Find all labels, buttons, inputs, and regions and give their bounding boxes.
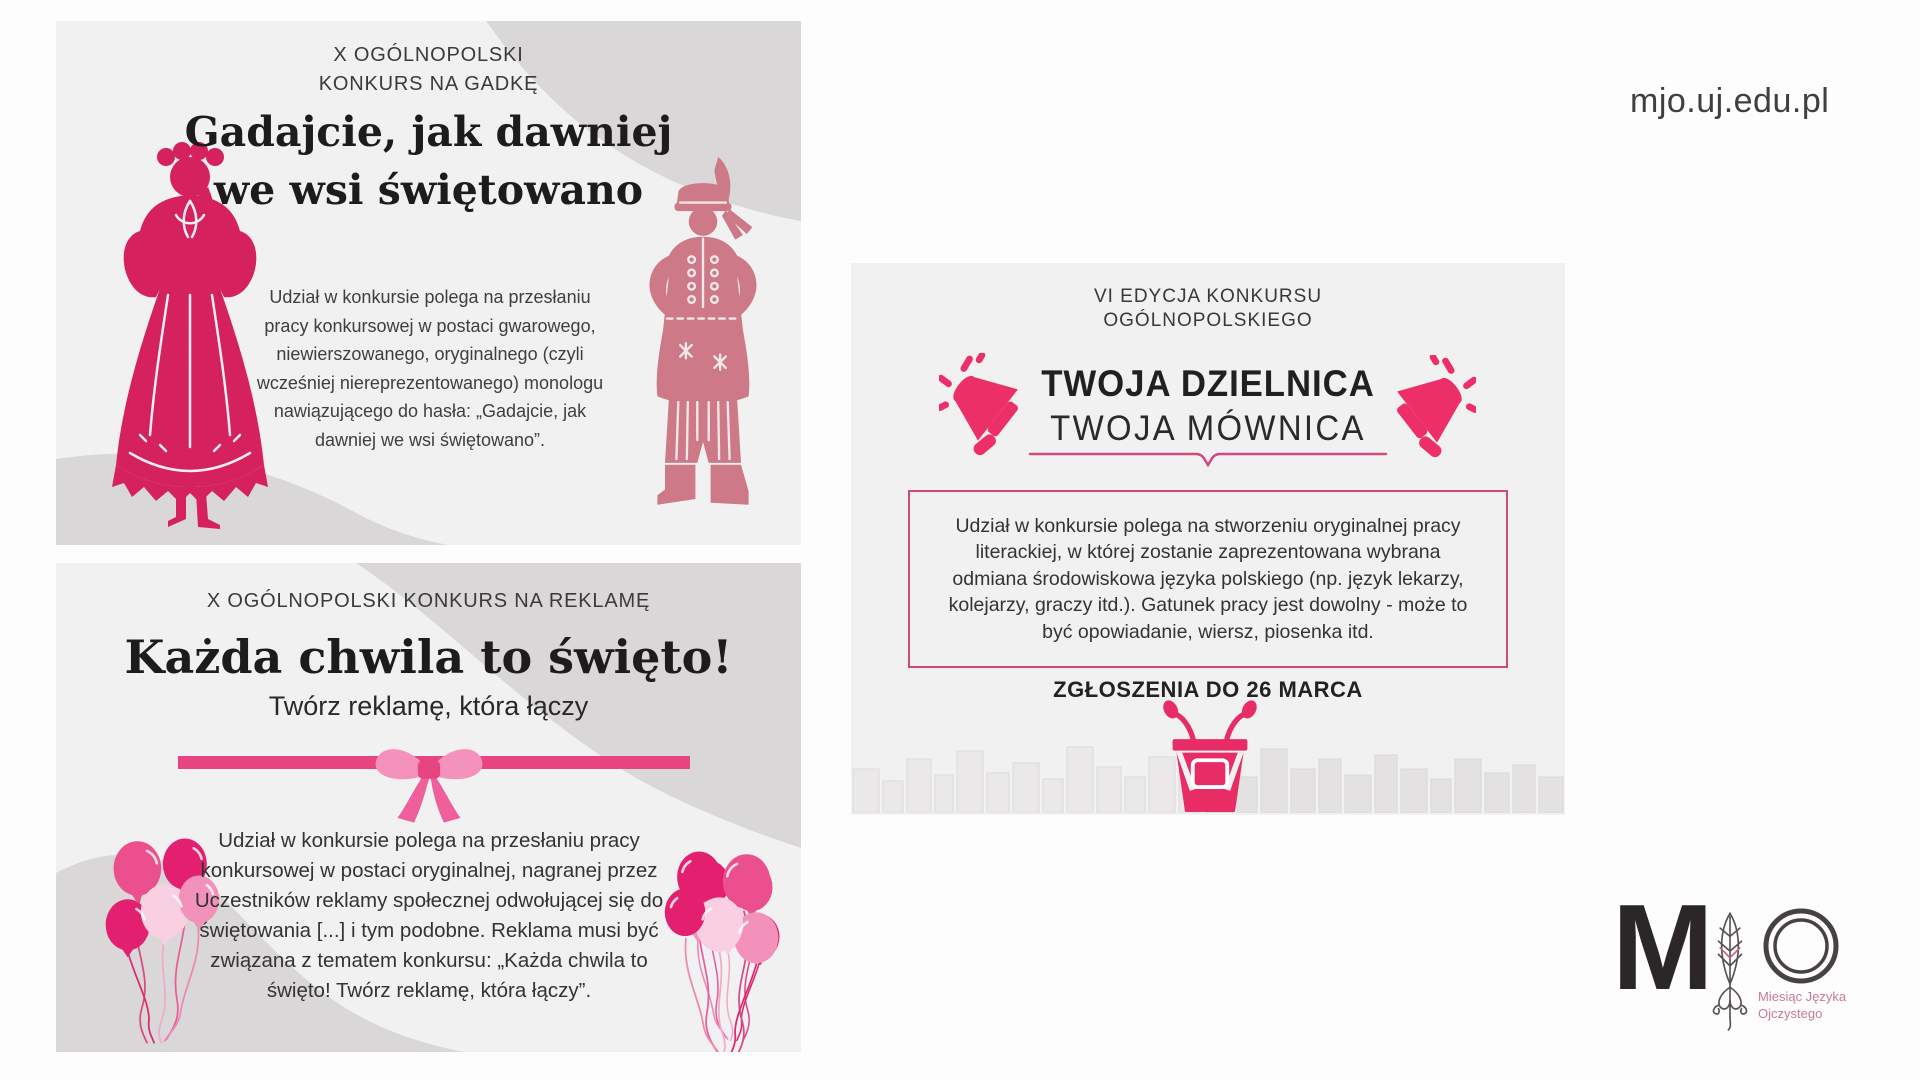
poster-title-line1: TWOJA DZIELNICA (1041, 363, 1375, 404)
poster-title-line2: TWOJA MÓWNICA (1050, 409, 1366, 448)
poster-twoja-mownica (851, 263, 1565, 815)
logo-caption-line1: Miesiąc Języka (1758, 989, 1847, 1004)
title-line1: Gadajcie, jak dawniej (184, 108, 673, 156)
eyebrow-line2: KONKURS NA GADKĘ (318, 73, 539, 95)
poster-subtitle: Twórz reklamę, która łączy (268, 691, 589, 721)
ribbon-bow-icon (364, 723, 494, 833)
poster-title: Każda chwila to święto! (124, 630, 733, 684)
eyebrow-line1: X OGÓLNOPOLSKI (333, 44, 524, 66)
eyebrow-line2: OGÓLNOPOLSKIEGO (1103, 310, 1313, 331)
podium-icon (1145, 697, 1275, 812)
poster-konkurs-reklama (56, 563, 801, 1052)
logo-letter-m: M (1612, 879, 1714, 1015)
balloons-icon (656, 829, 788, 1052)
logo-caption-line2: Ojczystego (1758, 1006, 1823, 1021)
contest-description: Udział w konkursie polega na przesłaniu pracy konkursowej w postaci oryginalnej, nagranej przez Uczestników reklamy społecznej odwołującej się do świętowania [...] i tym podobne. Reklama musi być związana z tematem konkursu: „Każda chwila to święto! Twórz reklamę, która łączy”. (194, 829, 664, 1002)
logo-caption (1758, 988, 1846, 1022)
contest-description: Udział w konkursie polega na przesłaniu pracy konkursowej w postaci gwarowego, niewierszowanego, oryginalnego (czyli wcześniej niereprezentowanego) monologu nawiązującego do hasła: „Gadajcie, jak dawniej we wsi świętowano”. (256, 287, 604, 450)
poster-title (56, 103, 801, 219)
deadline-label: ZGŁOSZENIA DO 26 MARCA (1053, 677, 1363, 702)
contest-edition-label (56, 41, 801, 99)
site-url: mjo.uj.edu.pl (1630, 82, 1830, 120)
contest-edition-label: X OGÓLNOPOLSKI KONKURS NA REKLAMĘ (206, 590, 651, 612)
mjo-logo (1612, 879, 1862, 1050)
title-line2: we wsi świętowano (213, 166, 644, 214)
quill-feather-icon (1707, 900, 1753, 1040)
contest-description: Udział w konkursie polega na stworzeniu oryginalnej pracy literackiej, w której zostanie zaprezentowana wybrana odmiana środowiskowa języka polskiego (np. język lekarzy, kolejarzy, graczy itd.). Gatunek pracy jest dowolny - może to być opowiadanie, wiersz, piosenka itd. (948, 514, 1468, 643)
underline-brace (1028, 452, 1388, 468)
logo-letter-o-icon (1761, 906, 1841, 986)
eyebrow-line1: VI EDYCJA KONKURSU (1093, 286, 1323, 307)
poster-konkurs-gadka (56, 21, 801, 545)
contest-edition-label (851, 285, 1565, 333)
description-box (908, 490, 1508, 668)
